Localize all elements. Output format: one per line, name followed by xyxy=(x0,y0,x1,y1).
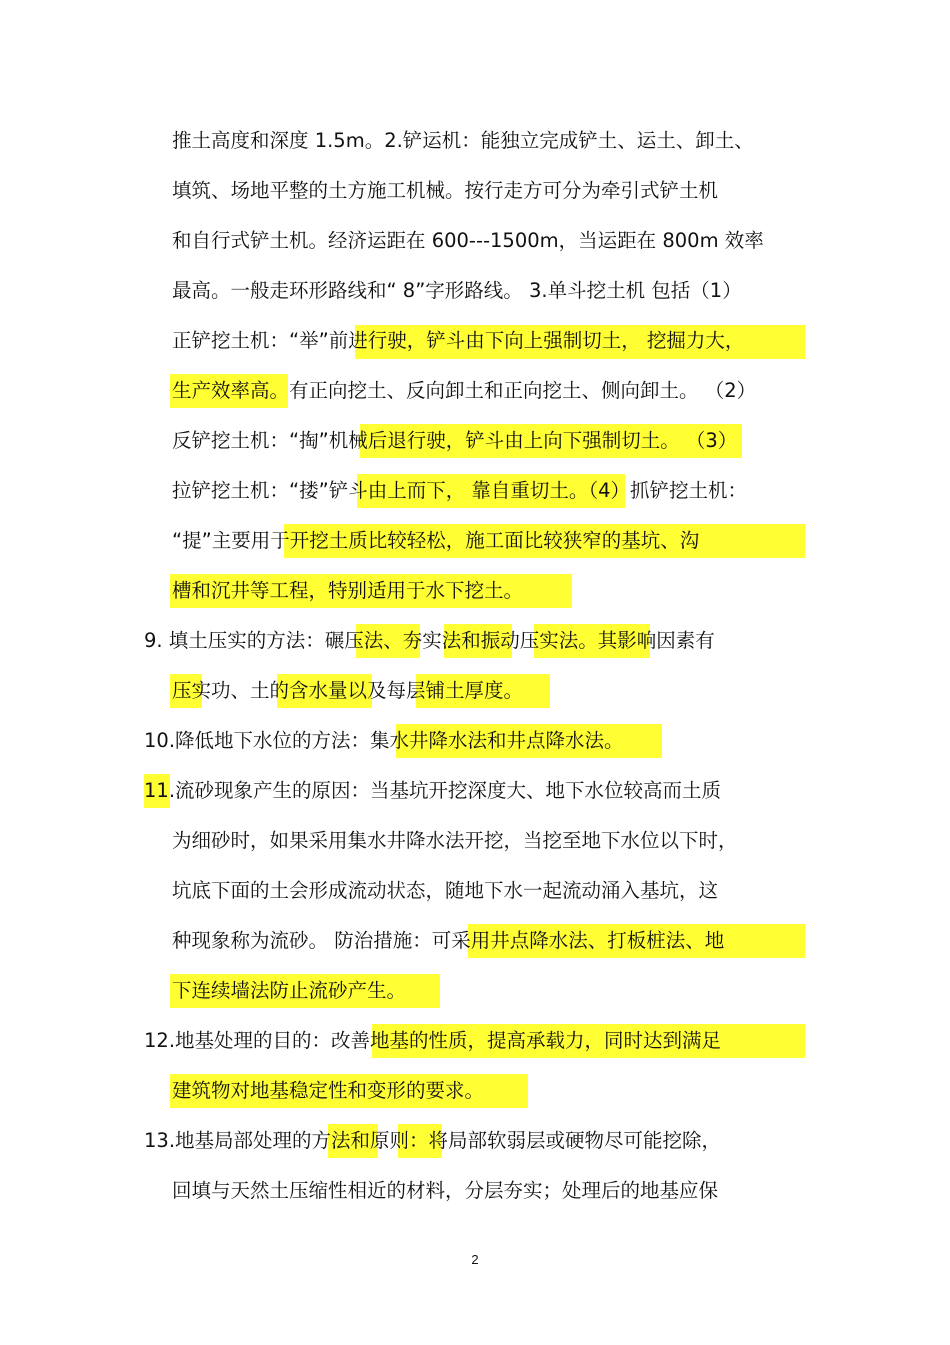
text-line: 和自行式铲土机。经济运距在 600---1500m，当运距在 800m 效率 xyxy=(172,229,764,252)
text-line: 槽和沉井等工程，特别适用于水下挖土。 xyxy=(172,579,524,602)
text-line: 为细砂时，如果采用集水井降水法开挖，当挖至地下水位以下时， xyxy=(172,829,738,852)
text-line: 种现象称为流砂。 防治措施：可采用井点降水法、打板桩法、地 xyxy=(172,929,725,952)
text-line: 反铲挖土机：“掏”机械后退行驶，铲斗由上向下强制切土。 （3） xyxy=(172,429,738,452)
list-item: 10.降低地下水位的方法：集水井降水法和井点降水法。 xyxy=(144,729,624,752)
list-item: 13.地基局部处理的方法和原则：将局部软弱层或硬物尽可能挖除， xyxy=(144,1129,722,1152)
text-line: 下连续墙法防止流砂产生。 xyxy=(172,979,407,1002)
text-line: “提”主要用于开挖土质比较轻松，施工面比较狭窄的基坑、沟 xyxy=(172,529,700,552)
text-line: 建筑物对地基稳定性和变形的要求。 xyxy=(172,1079,485,1102)
list-item: 12.地基处理的目的：改善地基的性质，提高承载力，同时达到满足 xyxy=(144,1029,722,1052)
text-line: 最高。一般走环形路线和“ 8”字形路线。 3.单斗挖土机 包括（1） xyxy=(172,279,742,302)
text-line: 压实功、土的含水量以及每层铺土厚度。 xyxy=(172,679,524,702)
text-line: 生产效率高。有正向挖土、反向卸土和正向挖土、侧向卸土。 （2） xyxy=(172,379,757,402)
text-line: 正铲挖土机：“举”前进行驶，铲斗由下向上强制切土， 挖掘力大， xyxy=(172,329,745,352)
page-number: 2 xyxy=(471,1252,479,1267)
text-line: 填筑、场地平整的土方施工机械。按行走方可分为牵引式铲土机 xyxy=(172,179,719,202)
text-line: 回填与天然土压缩性相近的材料，分层夯实；处理后的地基应保 xyxy=(172,1179,719,1202)
list-item: 11.流砂现象产生的原因：当基坑开挖深度大、地下水位较高而土质 xyxy=(144,779,722,802)
text-line: 推土高度和深度 1.5m。2.铲运机：能独立完成铲土、运土、卸土、 xyxy=(172,129,754,152)
text-line: 拉铲挖土机：“搂”铲斗由上而下， 靠自重切土。（4）抓铲挖土机： xyxy=(172,479,748,502)
list-item: 9. 填土压实的方法：碾压法、夯实法和振动压实法。其影响因素有 xyxy=(144,629,715,652)
text-line: 坑底下面的土会形成流动状态，随地下水一起流动涌入基坑，这 xyxy=(172,879,719,902)
